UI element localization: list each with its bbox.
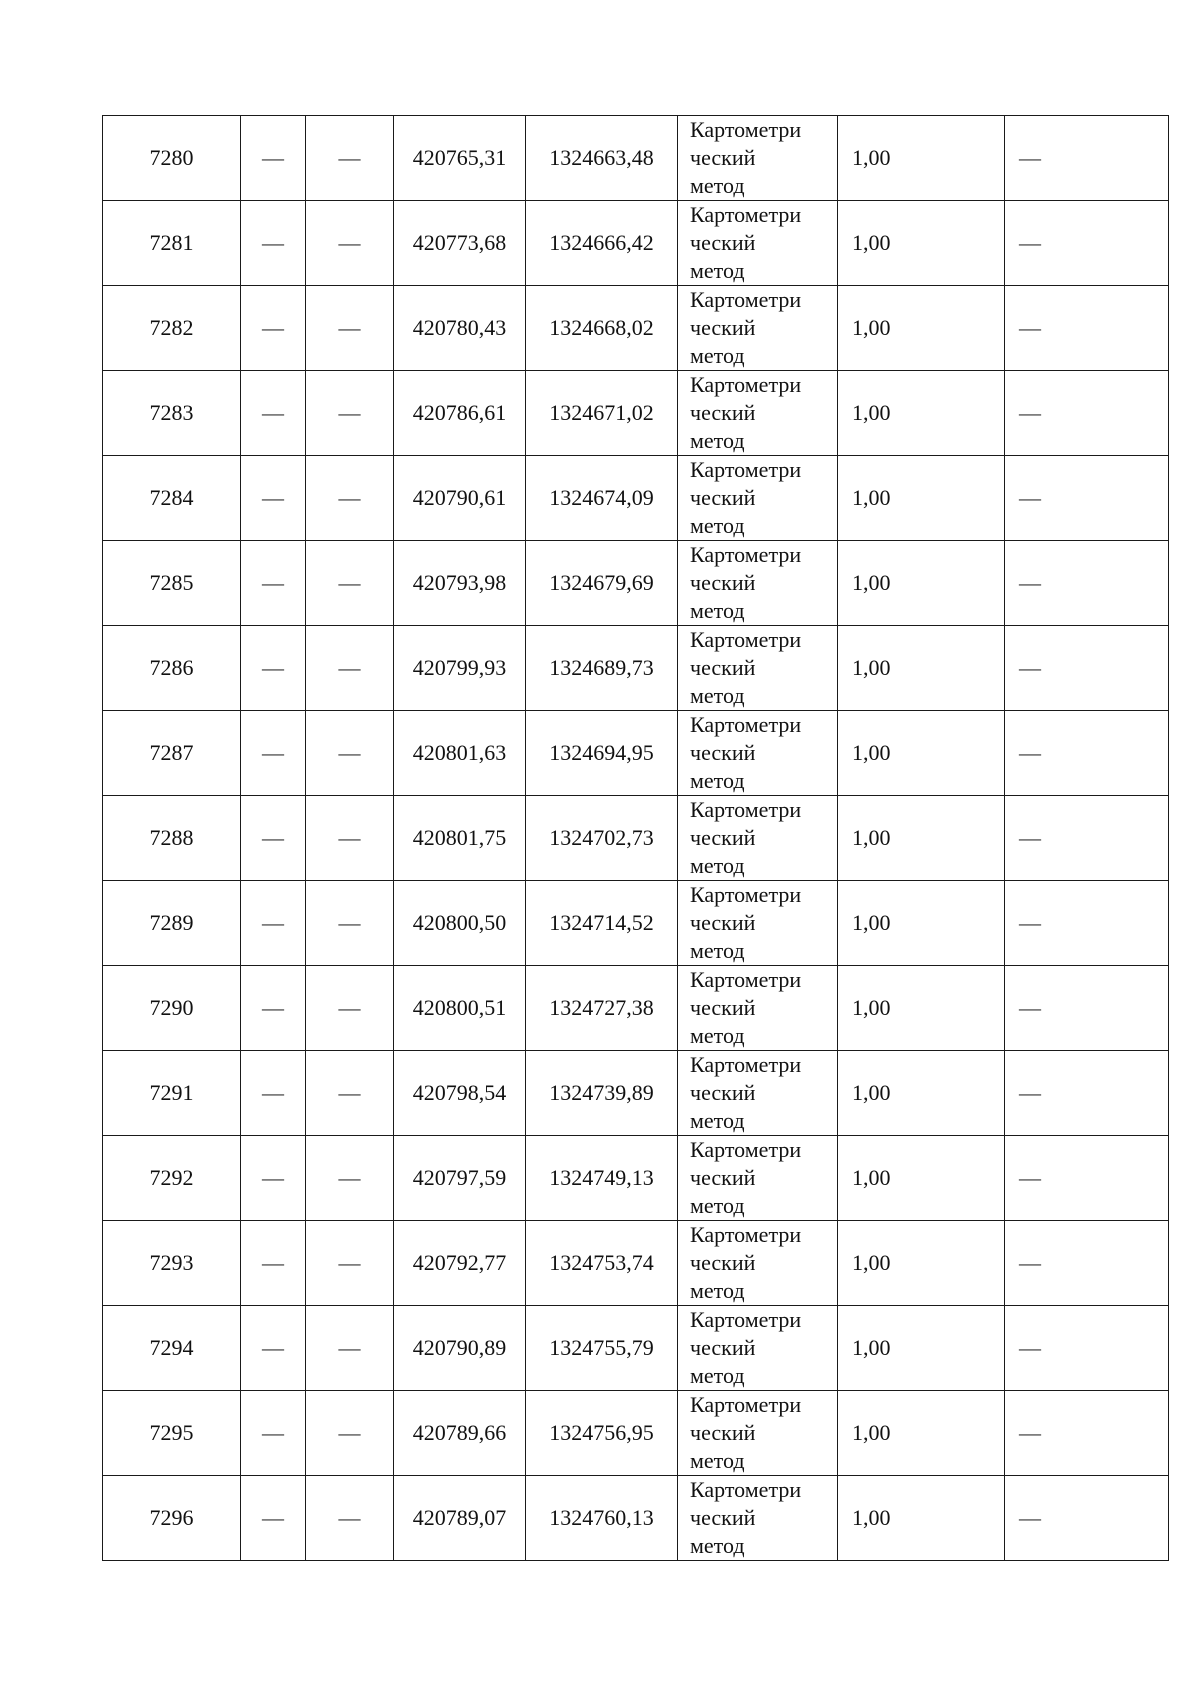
col3-cell: — [306,881,394,966]
point-number-cell: 7282 [103,286,241,371]
x-coordinate-cell: 420797,59 [394,1136,526,1221]
table-body [103,116,1169,1561]
note-cell: — [1005,116,1169,201]
method-line: метод [690,1278,745,1303]
col3-cell: — [306,1391,394,1476]
col3-cell: — [306,626,394,711]
method-line: ческий [690,1080,756,1105]
method-line: Картометри [690,372,802,397]
x-coordinate-cell: 420765,31 [394,116,526,201]
note-cell: — [1005,881,1169,966]
method-cell [678,1476,838,1561]
point-number-cell: 7295 [103,1391,241,1476]
method-line: Картометри [690,1222,802,1247]
method-line: ческий [690,910,756,935]
y-coordinate-cell: 1324739,89 [526,1051,678,1136]
method-line: метод [690,1193,745,1218]
method-line: ческий [690,995,756,1020]
method-line: ческий [690,485,756,510]
method-line: ческий [690,315,756,340]
method-line: метод [690,1448,745,1473]
point-number-cell: 7289 [103,881,241,966]
table-row [103,1391,1169,1476]
col3-cell: — [306,286,394,371]
method-cell [678,1136,838,1221]
method-line: ческий [690,1250,756,1275]
col3-cell: — [306,966,394,1051]
point-number-cell: 7281 [103,201,241,286]
method-line: ческий [690,1165,756,1190]
note-cell: — [1005,286,1169,371]
method-cell [678,1221,838,1306]
x-coordinate-cell: 420790,61 [394,456,526,541]
x-coordinate-cell: 420789,66 [394,1391,526,1476]
point-number-cell: 7288 [103,796,241,881]
col2-cell: — [241,1051,306,1136]
method-line: метод [690,598,745,623]
point-number-cell: 7285 [103,541,241,626]
table-row [103,286,1169,371]
col2-cell: — [241,201,306,286]
method-line: Картометри [690,202,802,227]
method-line: ческий [690,570,756,595]
method-line: метод [690,1363,745,1388]
method-cell [678,966,838,1051]
y-coordinate-cell: 1324753,74 [526,1221,678,1306]
table-row [103,1051,1169,1136]
x-coordinate-cell: 420773,68 [394,201,526,286]
table-row [103,966,1169,1051]
col2-cell: — [241,881,306,966]
note-cell: — [1005,1051,1169,1136]
point-number-cell: 7292 [103,1136,241,1221]
table-row [103,881,1169,966]
method-line: метод [690,938,745,963]
method-line: Картометри [690,542,802,567]
method-line: Картометри [690,1052,802,1077]
y-coordinate-cell: 1324666,42 [526,201,678,286]
table-row [103,626,1169,711]
method-line: ческий [690,145,756,170]
accuracy-cell: 1,00 [838,796,1005,881]
method-line: Картометри [690,457,802,482]
y-coordinate-cell: 1324679,69 [526,541,678,626]
table-row [103,201,1169,286]
method-line: ческий [690,740,756,765]
col2-cell: — [241,1306,306,1391]
accuracy-cell: 1,00 [838,116,1005,201]
point-number-cell: 7286 [103,626,241,711]
table-row [103,796,1169,881]
accuracy-cell: 1,00 [838,286,1005,371]
method-cell [678,456,838,541]
table-row [103,1221,1169,1306]
method-line: ческий [690,1505,756,1530]
method-line: Картометри [690,287,802,312]
method-line: Картометри [690,882,802,907]
y-coordinate-cell: 1324760,13 [526,1476,678,1561]
col2-cell: — [241,1136,306,1221]
y-coordinate-cell: 1324668,02 [526,286,678,371]
method-cell [678,1391,838,1476]
method-line: Картометри [690,712,802,737]
method-line: метод [690,173,745,198]
note-cell: — [1005,626,1169,711]
col3-cell: — [306,796,394,881]
method-line: Картометри [690,627,802,652]
accuracy-cell: 1,00 [838,371,1005,456]
y-coordinate-cell: 1324755,79 [526,1306,678,1391]
point-number-cell: 7291 [103,1051,241,1136]
x-coordinate-cell: 420792,77 [394,1221,526,1306]
col3-cell: — [306,371,394,456]
y-coordinate-cell: 1324674,09 [526,456,678,541]
point-number-cell: 7294 [103,1306,241,1391]
note-cell: — [1005,966,1169,1051]
method-cell [678,116,838,201]
accuracy-cell: 1,00 [838,711,1005,796]
method-line: ческий [690,230,756,255]
accuracy-cell: 1,00 [838,456,1005,541]
method-line: метод [690,1108,745,1133]
col2-cell: — [241,456,306,541]
col2-cell: — [241,626,306,711]
method-line: Картометри [690,797,802,822]
method-line: Картометри [690,967,802,992]
method-line: Картометри [690,1477,802,1502]
method-line: ческий [690,1420,756,1445]
col2-cell: — [241,1221,306,1306]
col3-cell: — [306,1136,394,1221]
y-coordinate-cell: 1324702,73 [526,796,678,881]
col2-cell: — [241,711,306,796]
col3-cell: — [306,1051,394,1136]
col2-cell: — [241,796,306,881]
method-line: метод [690,768,745,793]
col3-cell: — [306,541,394,626]
x-coordinate-cell: 420798,54 [394,1051,526,1136]
method-line: метод [690,1023,745,1048]
note-cell: — [1005,1221,1169,1306]
point-number-cell: 7283 [103,371,241,456]
method-cell [678,1306,838,1391]
method-line: метод [690,343,745,368]
y-coordinate-cell: 1324749,13 [526,1136,678,1221]
method-line: Картометри [690,1307,802,1332]
y-coordinate-cell: 1324756,95 [526,1391,678,1476]
method-cell [678,371,838,456]
x-coordinate-cell: 420789,07 [394,1476,526,1561]
x-coordinate-cell: 420801,63 [394,711,526,796]
point-number-cell: 7290 [103,966,241,1051]
accuracy-cell: 1,00 [838,966,1005,1051]
method-line: ческий [690,825,756,850]
point-number-cell: 7293 [103,1221,241,1306]
accuracy-cell: 1,00 [838,201,1005,286]
col3-cell: — [306,116,394,201]
col2-cell: — [241,371,306,456]
x-coordinate-cell: 420799,93 [394,626,526,711]
y-coordinate-cell: 1324689,73 [526,626,678,711]
note-cell: — [1005,456,1169,541]
method-line: ческий [690,655,756,680]
table-row [103,541,1169,626]
accuracy-cell: 1,00 [838,1136,1005,1221]
col3-cell: — [306,1221,394,1306]
method-line: метод [690,853,745,878]
point-number-cell: 7280 [103,116,241,201]
method-line: Картометри [690,1137,802,1162]
accuracy-cell: 1,00 [838,1051,1005,1136]
col2-cell: — [241,541,306,626]
method-line: метод [690,683,745,708]
col3-cell: — [306,1306,394,1391]
x-coordinate-cell: 420801,75 [394,796,526,881]
method-cell [678,626,838,711]
method-line: ческий [690,1335,756,1360]
col3-cell: — [306,456,394,541]
col2-cell: — [241,1391,306,1476]
x-coordinate-cell: 420786,61 [394,371,526,456]
method-line: Картометри [690,1392,802,1417]
method-line: метод [690,258,745,283]
method-cell [678,881,838,966]
y-coordinate-cell: 1324694,95 [526,711,678,796]
col3-cell: — [306,1476,394,1561]
accuracy-cell: 1,00 [838,881,1005,966]
col3-cell: — [306,201,394,286]
col2-cell: — [241,1476,306,1561]
method-line: метод [690,428,745,453]
note-cell: — [1005,541,1169,626]
y-coordinate-cell: 1324714,52 [526,881,678,966]
method-cell [678,541,838,626]
method-line: ческий [690,400,756,425]
point-number-cell: 7287 [103,711,241,796]
method-cell [678,796,838,881]
table-row [103,456,1169,541]
table-row [103,371,1169,456]
accuracy-cell: 1,00 [838,1476,1005,1561]
table-row [103,1136,1169,1221]
y-coordinate-cell: 1324671,02 [526,371,678,456]
note-cell: — [1005,1306,1169,1391]
table-row [103,711,1169,796]
y-coordinate-cell: 1324727,38 [526,966,678,1051]
accuracy-cell: 1,00 [838,626,1005,711]
col2-cell: — [241,116,306,201]
point-number-cell: 7296 [103,1476,241,1561]
note-cell: — [1005,371,1169,456]
col3-cell: — [306,711,394,796]
table-row [103,1306,1169,1391]
note-cell: — [1005,796,1169,881]
accuracy-cell: 1,00 [838,1221,1005,1306]
note-cell: — [1005,1391,1169,1476]
note-cell: — [1005,1476,1169,1561]
method-line: Картометри [690,117,802,142]
note-cell: — [1005,711,1169,796]
col2-cell: — [241,286,306,371]
table-row [103,1476,1169,1561]
method-line: метод [690,1533,745,1558]
point-number-cell: 7284 [103,456,241,541]
method-line: метод [690,513,745,538]
method-cell [678,1051,838,1136]
method-cell [678,286,838,371]
x-coordinate-cell: 420793,98 [394,541,526,626]
accuracy-cell: 1,00 [838,1306,1005,1391]
x-coordinate-cell: 420780,43 [394,286,526,371]
method-cell [678,201,838,286]
method-cell [678,711,838,796]
y-coordinate-cell: 1324663,48 [526,116,678,201]
coordinates-table [102,115,1169,1561]
accuracy-cell: 1,00 [838,1391,1005,1476]
x-coordinate-cell: 420790,89 [394,1306,526,1391]
col2-cell: — [241,966,306,1051]
note-cell: — [1005,1136,1169,1221]
table-row [103,116,1169,201]
x-coordinate-cell: 420800,51 [394,966,526,1051]
x-coordinate-cell: 420800,50 [394,881,526,966]
note-cell: — [1005,201,1169,286]
accuracy-cell: 1,00 [838,541,1005,626]
